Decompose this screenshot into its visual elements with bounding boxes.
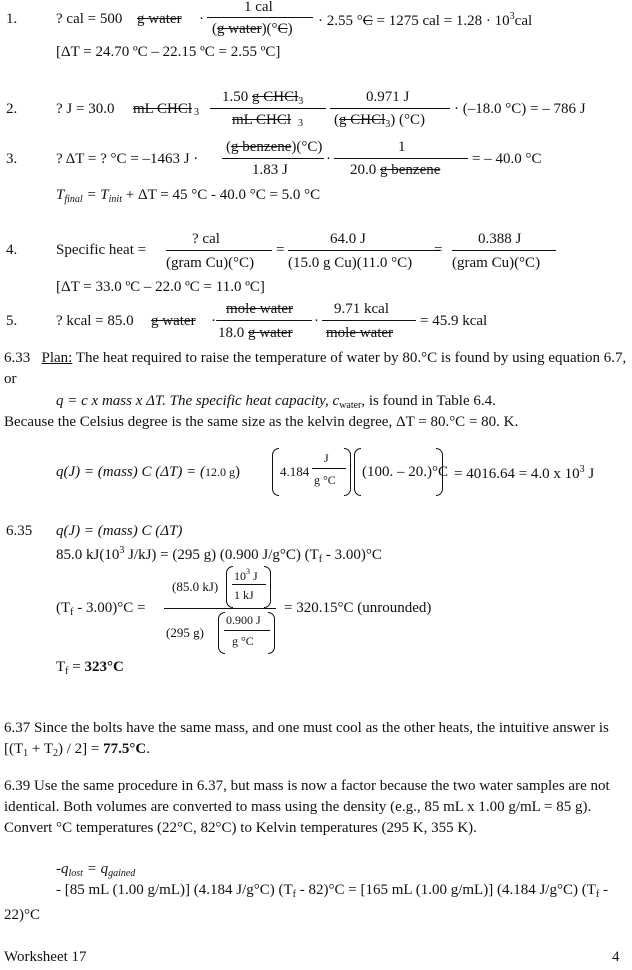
p639-final-end: - 22)°C xyxy=(4,882,608,923)
p4-question: Specific heat = xyxy=(56,242,147,258)
p635-conv-bar xyxy=(232,584,266,585)
p633-plan-label: Plan: xyxy=(41,350,73,366)
p639-text: Use the same procedure in 6.37, but mass is now a factor because the two water samples are not identical. Both volumes are converted to mass using the density (e.g., 85 mL x 1.00 g/mL = 85 g). Convert °C temperatures (22°C, 82°C) to Kelvin temperatures (295 K, 355 K). xyxy=(4,778,610,836)
p633-result-text: = 4016.64 = 4.0 x 10 xyxy=(454,466,580,482)
p639-f1: f xyxy=(292,889,296,900)
p635-sh-den: g °C xyxy=(232,634,254,648)
p633-plan xyxy=(4,348,628,390)
p2-f2-den xyxy=(334,113,425,130)
p2-f2-den-c: ) (°C) xyxy=(390,112,426,128)
p3-f1-bar xyxy=(222,158,324,159)
p635-result: = 320.15°C (unrounded) xyxy=(284,600,432,616)
p633-unit: J xyxy=(588,466,595,482)
p5-result: = 45.9 kcal xyxy=(420,313,488,329)
p1-unit-cancel: g water xyxy=(137,11,182,27)
p3-f2-den-b: g benzene xyxy=(380,162,441,178)
p3-number: 3. xyxy=(6,151,18,167)
p3-question: ? ΔT = ? °C = –1463 J · xyxy=(56,151,199,167)
p637-s2: 2 xyxy=(53,748,59,759)
p635-num-kj: (85.0 kJ) xyxy=(172,579,219,594)
p633-paren2-left xyxy=(354,448,361,496)
p2-f1-num-a: 1.50 xyxy=(222,89,249,105)
footer-title: Worksheet 17 xyxy=(4,949,87,965)
p1-frac-den-close: ) xyxy=(287,21,293,37)
p639-f2: f xyxy=(595,889,600,900)
p633-paren2-right xyxy=(436,448,443,496)
p633-eq-sub: water xyxy=(339,400,362,411)
p635-lhs-sub: f xyxy=(70,607,74,618)
p635-conv-exp: 3 xyxy=(246,567,250,576)
p2-f1-num xyxy=(222,90,303,107)
p633-result xyxy=(454,465,594,482)
p1-exp: 3 xyxy=(509,11,515,22)
p637-end: . xyxy=(146,741,150,757)
p1-number: 1. xyxy=(6,11,18,27)
p5-f1-den xyxy=(218,326,293,341)
p2-f1-num-b: g CHCl xyxy=(252,89,299,105)
p635-line1: q(J) = (mass) C (ΔT) xyxy=(56,523,183,539)
p4-f1-den: (gram Cu)(°C) xyxy=(166,255,255,271)
p5-f2-den: mole water xyxy=(326,325,394,341)
p2-f1-den-sub: 3 xyxy=(298,118,303,129)
p3-dot: · xyxy=(326,151,331,167)
p3-f1-num-c: )(°C) xyxy=(291,139,323,155)
footer-page-number: 4 xyxy=(612,949,620,965)
p2-f1-num-sub: 3 xyxy=(298,96,304,107)
p3-f1-den: 1.83 J xyxy=(252,162,288,178)
p2-result: · (–18.0 °C) = – 786 J xyxy=(454,101,586,117)
p635-tf-t: T xyxy=(56,659,66,675)
p2-number: 2. xyxy=(6,101,18,117)
p4-f2-num: 64.0 J xyxy=(330,231,366,247)
p639-paragraph xyxy=(4,776,628,839)
p4-f3-bar xyxy=(452,250,556,251)
p4-f3-num: 0.388 J xyxy=(478,231,522,247)
p5-question: ? kcal = 85.0 xyxy=(56,313,134,329)
p639-qgain-sub: gained xyxy=(108,868,136,879)
p635-conv-num-unit: J xyxy=(250,569,258,583)
p635-main-bar xyxy=(164,608,276,609)
p1-mid-text: · 2.55 ° xyxy=(318,13,363,29)
p635-conv-num xyxy=(234,568,258,582)
p633-q-lhs xyxy=(56,465,240,480)
p1-delta: [ΔT = 24.70 ºC – 22.15 ºC = 2.55 ºC] xyxy=(56,44,281,60)
p3-f2-num: 1 xyxy=(398,139,406,155)
p3-tfinal xyxy=(56,188,320,205)
p2-f2-den-a: ( xyxy=(334,112,339,128)
p2-f2-num: 0.971 J xyxy=(366,89,410,105)
p4-eq1: = xyxy=(276,242,285,258)
p633-frac-num: J xyxy=(324,451,329,465)
p635-line2c: - 3.00)°C xyxy=(322,547,382,563)
p637-s1: 1 xyxy=(23,748,29,759)
p635-tf xyxy=(56,660,124,677)
p5-f1-den-a: 18.0 xyxy=(218,325,245,341)
p4-delta: [ΔT = 33.0 ºC – 22.0 ºC = 11.0 ºC] xyxy=(56,279,265,295)
p4-number: 4. xyxy=(6,242,18,258)
p5-number: 5. xyxy=(6,313,18,329)
p635-conv-den: 1 kJ xyxy=(234,588,254,602)
p639-final-mid: - 82)°C = [165 mL (1.00 g/mL)] (4.184 J/g°C) (T xyxy=(296,882,596,898)
p635-lhs-tail: - 3.00)°C = xyxy=(73,600,146,616)
p635-sh-num: 0.900 J xyxy=(226,613,261,627)
p635-tf-sub: f xyxy=(65,666,69,677)
p635-lhs xyxy=(56,601,145,618)
p1-dot: · xyxy=(199,11,204,27)
p635-sh-paren-right xyxy=(268,612,275,654)
p5-unit-cancel: g water xyxy=(151,313,196,329)
p1-frac-bar xyxy=(207,17,313,18)
p635-line2-exp: 3 xyxy=(119,545,125,556)
p639-qlost xyxy=(56,862,135,879)
p639-qlost-q: -q xyxy=(56,861,69,877)
p633-mass: 12.0 g xyxy=(205,465,236,479)
p635-line2-sub: f xyxy=(318,554,323,565)
p2-f1-den: mL CHCl xyxy=(232,112,292,128)
p1-mid xyxy=(318,12,532,29)
p2-f1-bar xyxy=(210,108,326,109)
p635-conv-paren-right xyxy=(264,566,271,608)
p637-paragraph xyxy=(4,718,628,764)
p635-lhs-t: (T xyxy=(56,600,71,616)
p1-frac-den-unit: g water xyxy=(217,21,262,37)
p1-result-unit: cal xyxy=(514,13,533,29)
p637-text: Since the bolts have the same mass, and one must cool as the other heats, the intuitive answer is [(T xyxy=(4,720,609,757)
p5-f1-den-b: g water xyxy=(248,325,293,341)
p5-dot: · xyxy=(211,313,216,329)
p1-frac-den-rest: )(° xyxy=(261,21,278,37)
p3-f2-bar xyxy=(334,158,468,159)
p637-tail: ) / 2] = xyxy=(58,741,104,757)
p1-frac-numerator: 1 cal xyxy=(244,0,273,15)
p4-f1-bar xyxy=(166,250,272,251)
p639-number: 6.39 xyxy=(4,778,31,794)
p635-sh-bar xyxy=(224,630,270,631)
p635-sh-paren-left xyxy=(218,612,225,654)
p633-temp: (100. – 20.)°C xyxy=(362,464,448,480)
p639-qlost-sub: lost xyxy=(68,868,83,879)
p633-frac-den: g °C xyxy=(314,473,336,487)
p633-eq-text: q = c x mass x ΔT. The specific heat capacity, c xyxy=(56,393,340,409)
p635-conv-num-val: 10 xyxy=(234,569,246,583)
p637-number: 6.37 xyxy=(4,720,31,736)
p3-f1-num-a: ( xyxy=(226,139,231,155)
p633-celsius: Because the Celsius degree is the same size as the kelvin degree, ΔT = 80.°C = 80. K. xyxy=(4,414,519,430)
p633-paren-right xyxy=(344,448,351,496)
p637-answer: 77.5°C xyxy=(103,741,147,757)
p635-tf-eq: = xyxy=(68,659,85,675)
p3-f1-num-b: g benzene xyxy=(231,139,292,155)
p4-f3-den: (gram Cu)(°C) xyxy=(452,255,541,271)
p1-frac-den-c: C xyxy=(277,21,288,37)
p5-f2-bar xyxy=(322,320,416,321)
p635-line2a: 85.0 kJ(10 xyxy=(56,547,120,563)
p3-f2-den xyxy=(350,163,440,178)
p639-final-a: - [85 mL (1.00 g/mL)] (4.184 J/g°C) (T xyxy=(56,882,293,898)
p635-conv-paren-left xyxy=(226,566,233,608)
p5-f2-num: 9.71 kcal xyxy=(334,301,389,317)
p4-f2-den: (15.0 g Cu)(11.0 °C) xyxy=(288,255,413,271)
p3-eq-mid: = T xyxy=(82,187,109,203)
p2-f2-bar xyxy=(330,108,450,109)
p3-tfinal-t: T xyxy=(56,187,65,203)
p5-f1-num: mole water xyxy=(226,301,294,317)
p635-den-g: (295 g) xyxy=(166,625,204,640)
p633-exp: 3 xyxy=(579,464,585,475)
p633-num-c: 4.184 xyxy=(280,464,310,479)
p633-paren-left xyxy=(272,448,279,496)
p633-q-lhs-text: q(J) = (mass) C (ΔT) = ( xyxy=(56,464,206,480)
p633-eq-tail: , is found in Table 6.4. xyxy=(361,393,496,409)
p637-mid: + T xyxy=(28,741,54,757)
p4-f2-bar xyxy=(288,250,440,251)
p639-final xyxy=(4,880,628,926)
p3-f1-num xyxy=(226,140,322,155)
p1-mid-c: C xyxy=(362,13,373,29)
p639-qeq: = q xyxy=(82,861,109,877)
p635-tf-val: 323°C xyxy=(84,659,124,675)
p633-mass-close: ) xyxy=(235,464,241,480)
p2-f2-den-b: g CHCl xyxy=(339,112,386,128)
p1-result: = 1275 cal = 1.28 · 10 xyxy=(376,13,510,29)
p4-eq2: = xyxy=(434,242,443,258)
p2-f2-den-sub: 3 xyxy=(385,119,391,130)
p1-frac-den: (g water)(°C) xyxy=(212,21,293,37)
p5-dot2: · xyxy=(314,313,319,329)
p4-f1-num: ? cal xyxy=(192,231,220,247)
p2-question: ? J = 30.0 xyxy=(56,101,115,117)
p3-result: = – 40.0 °C xyxy=(472,151,542,167)
p635-line2b: J/kJ) = (295 g) (0.900 J/g°C) (T xyxy=(124,547,319,563)
p633-plan-text: The heat required to raise the temperature of water by 80.°C is found by using equation 6.7, or xyxy=(4,350,627,387)
p1-question: ? cal = 500 xyxy=(56,11,123,27)
p635-line2 xyxy=(56,546,382,565)
p633-frac-bar xyxy=(312,468,346,469)
p2-unit-sub: 3 xyxy=(194,107,199,118)
p3-tfinal-sub: final xyxy=(64,194,83,205)
p633-number: 6.33 xyxy=(4,350,31,366)
p3-tail: + ΔT = 45 °C - 40.0 °C = 5.0 °C xyxy=(122,187,321,203)
p633-eq xyxy=(56,394,496,411)
p3-tinit-sub: init xyxy=(108,194,122,205)
p2-unit-cancel: mL CHCl xyxy=(133,101,193,117)
p3-f2-den-a: 20.0 xyxy=(350,162,377,178)
p635-number: 6.35 xyxy=(6,523,33,539)
p5-f1-bar xyxy=(216,320,312,321)
